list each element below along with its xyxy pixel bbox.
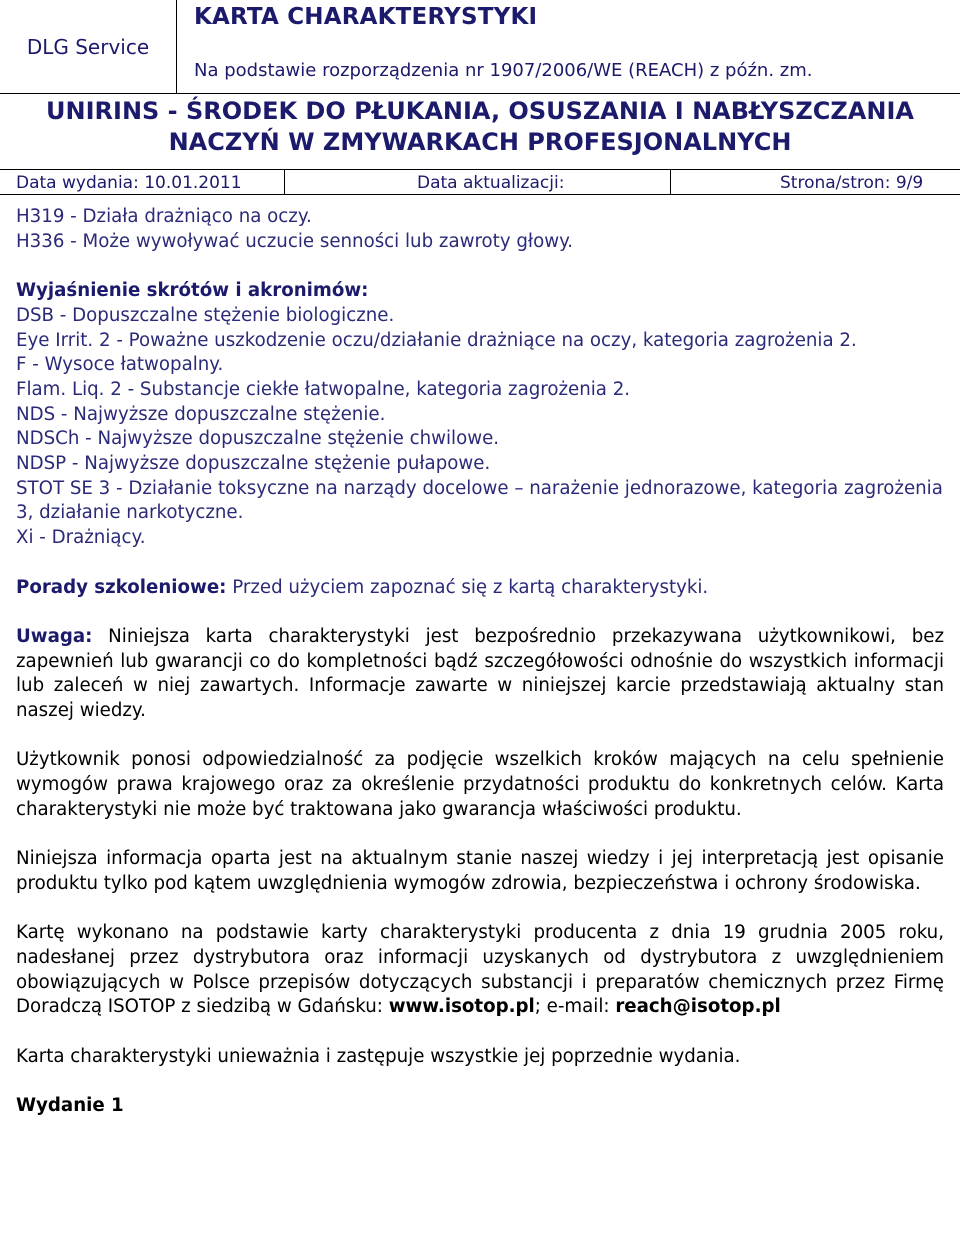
abbreviation-item: NDS - Najwyższe dopuszczalne stężenie. — [16, 403, 386, 425]
abbreviation-item: Flam. Liq. 2 - Substancje ciekłe łatwopalne, kategoria zagrożenia 2. — [16, 378, 631, 400]
training-advice-text: Przed użyciem zapoznać się z kartą charakterystyki. — [226, 576, 709, 598]
update-date-label: Data aktualizacji: — [417, 172, 565, 193]
product-name — [0, 96, 960, 158]
meta-divider — [284, 169, 285, 195]
note-text: Niniejsza karta charakterystyki jest bezpośrednio przekazywana użytkownikowi, bez zapewnień lub gwarancji co do kompletności bądź szczegółowości odnośnie do wszystkich informacji lub zaleceń w niej zawartych. Informacje zawarte w niniejszej karcie przedstawiają aktualny stan naszej wiedzy. — [16, 625, 944, 722]
hazard-statement: H319 - Działa drażniąco na oczy. — [16, 206, 312, 227]
abbreviation-item: NDSCh - Najwyższe dopuszczalne stężenie chwilowe. — [16, 428, 500, 450]
note-label: Uwaga: — [16, 625, 93, 647]
abbreviation-item: F - Wysoce łatwopalny. — [16, 354, 224, 376]
company-name: DLG Service — [26, 34, 150, 59]
abbreviation-item: DSB - Dopuszczalne stężenie biologiczne. — [16, 304, 395, 326]
meta-divider — [670, 169, 671, 195]
document-body — [16, 205, 944, 1119]
training-advice — [16, 576, 944, 601]
user-responsibility-paragraph: Użytkownik ponosi odpowiedzialność za podjęcie wszelkich kroków mających na celu spełnienie wymogów prawa krajowego oraz za określenie przydatności produktu do konkretnych celów. Karta charakterystyki nie może być traktowana jako gwarancja właściwości produktu. — [16, 749, 944, 820]
supersedes-paragraph: Karta charakterystyki unieważnia i zastępuje wszystkie jej poprzednie wydania. — [16, 1045, 741, 1067]
page-number: Strona/stron: 9/9 — [780, 172, 924, 193]
document-header — [0, 0, 960, 195]
website-link[interactable]: www.isotop.pl — [388, 996, 535, 1018]
header-divider — [176, 0, 177, 93]
abbreviations-heading: Wyjaśnienie skrótów i akronimów: — [16, 280, 369, 302]
disclaimer-note — [16, 625, 944, 724]
document-title: KARTA CHARAKTERYSTYKI — [194, 4, 538, 30]
hazard-statement: H336 - Może wywoływać uczucie senności lub zawroty głowy. — [16, 230, 574, 252]
product-name-line-1: UNIRINS - ŚRODEK DO PŁUKANIA, OSUSZANIA I NABŁYSZCZANIA — [46, 97, 914, 125]
prepared-by-text: Kartę wykonano na podstawie karty charakterystyki producenta z dnia 19 grudnia 2005 roku, nadesłanej przez dystrybutora oraz informacji uzyskanych od dystrybutora z uwzględnieniem obowiązujących w Polsce przepisów dotyczących substancji i preparatów chemicznych przez Firmę Doradczą ISOTOP z siedzibą w Gdańsku: — [16, 922, 944, 1018]
abbreviation-item: Eye Irrit. 2 - Poważne uszkodzenie oczu/działanie drażniące na oczy, kategoria zagrożenia 2. — [16, 329, 857, 351]
meta-row-bottom-rule — [0, 194, 960, 195]
abbreviation-item: STOT SE 3 - Działanie toksyczne na narządy docelowe – narażenie jednorazowe, kategoria zagrożenia 3, działanie narkotyczne. — [16, 477, 943, 524]
header-rule — [0, 93, 960, 94]
issue-date: Data wydania: 10.01.2011 — [16, 172, 242, 193]
abbreviation-item: Xi - Drażniący. — [16, 527, 146, 549]
prepared-by-paragraph — [16, 921, 944, 1020]
product-name-line-2: NACZYŃ W ZMYWARKACH PROFESJONALNYCH — [168, 128, 792, 156]
email-link[interactable]: reach@isotop.pl — [615, 996, 781, 1018]
training-advice-label: Porady szkoleniowe: — [16, 576, 227, 598]
edition-label: Wydanie 1 — [16, 1095, 124, 1117]
regulation-note: Na podstawie rozporządzenia nr 1907/2006/WE (REACH) z późn. zm. — [194, 60, 813, 81]
information-basis-paragraph: Niniejsza informacja oparta jest na aktualnym stanie naszej wiedzy i jej interpretacją jest opisanie produktu tylko pod kątem uwzględnienia wymogów zdrowia, bezpieczeństwa i ochrony środowiska. — [16, 848, 944, 894]
abbreviation-item: NDSP - Najwyższe dopuszczalne stężenie pułapowe. — [16, 453, 491, 475]
email-prefix: ; e-mail: — [534, 996, 616, 1018]
